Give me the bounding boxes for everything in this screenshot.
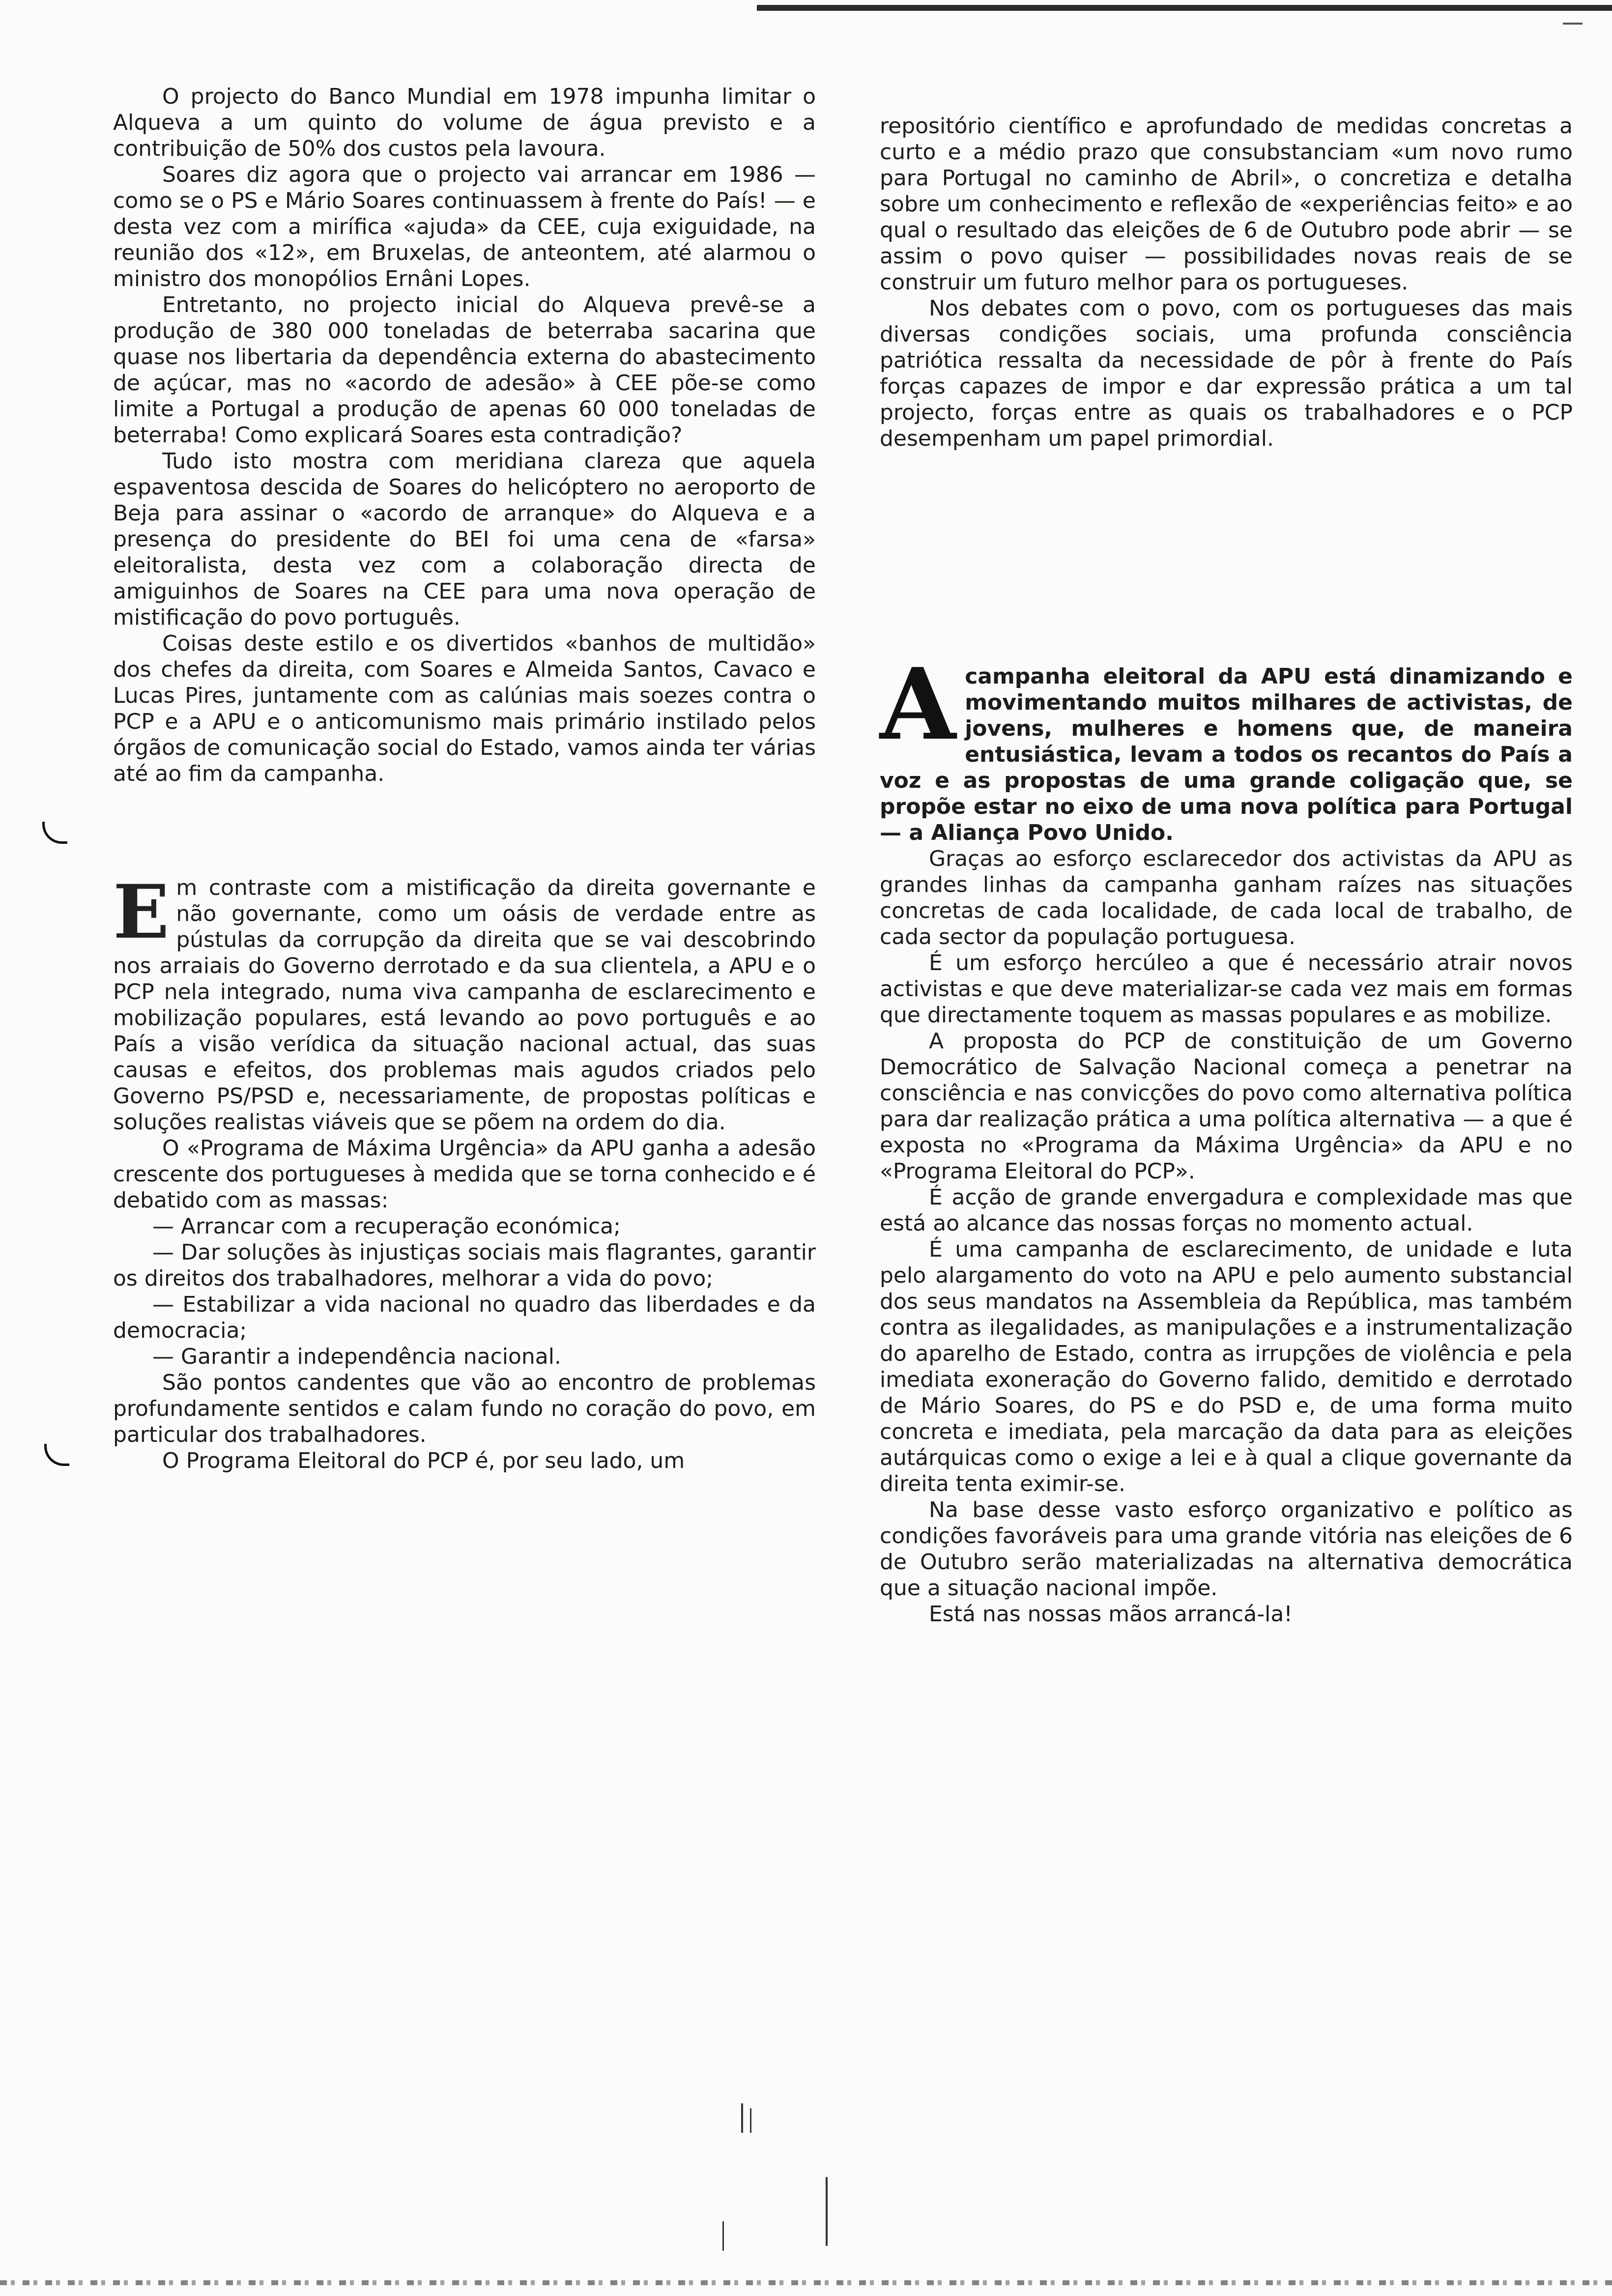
- paragraph: O projecto do Banco Mundial em 1978 impunha limitar o Alqueva a um quinto do volume de água previsto e a contribuição de 50% dos custos pela lavoura.: [113, 84, 816, 161]
- top-rule: [757, 5, 1612, 11]
- top-rule-tick: [1563, 23, 1583, 25]
- list-item: — Estabilizar a vida nacional no quadro das liberdades e da democracia;: [113, 1292, 816, 1343]
- lead-paragraph: [880, 647, 1573, 846]
- margin-mark: [44, 1444, 69, 1466]
- lead-paragraph-text: m contraste com a mistificação da direita governante e não governante, como um oásis de verdade entre as pústulas da corrupção da direita que se vai descobrindo nos arraiais do Governo derrotado e da sua clientela, a APU e o PCP nela integrado, numa viva campanha de esclarecimento e mobilização populares, está levando ao povo português e ao País a visão verídica da situação nacional actual, das suas causas e efeitos, dos problemas mais agudos criados pelo Governo PS/PSD e, necessariamente, de propostas políticas e soluções realistas viáveis que se põem na ordem do dia.: [113, 875, 816, 1135]
- paragraph: São pontos candentes que vão ao encontro de problemas profundamente sentidos e calam fundo no coração do povo, em particular dos trabalhadores.: [113, 1370, 816, 1447]
- paragraph: É um esforço hercúleo a que é necessário atrair novos activistas e que deve materializar-se cada vez mais em formas que directamente toquem as massas populares e as mobilize.: [880, 950, 1573, 1028]
- continued-paragraph: repositório científico e aprofundado de medidas concretas a curto e a médio prazo que consubstanciam «um novo rumo para Portugal no caminho de Abril», o concretiza e detalha sobre um conhecimento e reflexão de «experiências feito» e ao qual o resultado das eleições de 6 de Outubro pode abrir — se assim o povo quiser — possibilidades novas reais de se construir um futuro melhor para os portugueses.: [880, 114, 1573, 295]
- paragraph: Na base desse vasto esforço organizativo e político as condições favoráveis para uma grande vitória nas eleições de 6 de Outubro serão materializadas na alternativa democrática que a situação nacional impõe.: [880, 1497, 1573, 1601]
- drop-cap: E: [113, 869, 170, 955]
- paragraph: Entretanto, no projecto inicial do Alqueva prevê-se a produção de 380 000 toneladas de beterraba sacarina que quase nos libertaria da dependência externa do abastecimento de açúcar, mas no «acordo de adesão» à CEE põe-se como limite a Portugal a produção de apenas 60 000 toneladas de beterraba! Como explicará Soares esta contradição?: [113, 292, 816, 448]
- scan-edge-noise: [0, 2280, 1612, 2285]
- paragraph: O Programa Eleitoral do PCP é, por seu lado, um: [162, 1448, 685, 1473]
- paragraph: Nos debates com o povo, com os portugueses das mais diversas condições sociais, uma profunda consciência patriótica ressalta da necessidade de pôr à frente do País forças capazes de impor e dar expressão prática a um tal projecto, forças entre as quais os trabalhadores e o PCP desempenham um papel primordial.: [880, 296, 1573, 451]
- scan-artifact: [741, 2103, 743, 2133]
- right-article-block-a: [880, 113, 1573, 452]
- left-article-block-a: [113, 84, 816, 787]
- scan-artifact: [750, 2108, 751, 2133]
- paragraph: Tudo isto mostra com meridiana clareza que aquela espaventosa descida de Soares do helicóptero no aeroporto de Beja para assinar o «acordo de arranque» do Alqueva e a presença do presidente do BEI foi uma cena de «farsa» eleitoralista, desta vez com a colaboração directa de amiguinhos de Soares na CEE para uma nova operação de mistificação do povo português.: [113, 449, 816, 630]
- paragraph: A proposta do PCP de constituição de um Governo Democrático de Salvação Nacional começa a penetrar na consciência e nas convicções do povo como alternativa política para dar realização prática a uma política alternativa — a que é exposta no «Programa da Máxima Urgência» da APU e no «Programa Eleitoral do PCP».: [880, 1029, 1573, 1184]
- closing-line: Está nas nossas mãos arrancá-la!: [929, 1602, 1293, 1627]
- margin-mark: [42, 822, 67, 844]
- drop-cap: A: [880, 647, 956, 762]
- scan-artifact: [826, 2177, 828, 2246]
- right-article-block-b: [880, 647, 1573, 1627]
- paragraph: É uma campanha de esclarecimento, de unidade e luta pelo alargamento do voto na APU e pelo aumento substancial dos seus mandatos na Assembleia da República, mas também contra as ilegalidades, as manipulações e a instrumentalização do aparelho de Estado, contra as irrupções de violência e pela imediata exoneração do Governo falido, demitido e derrotado de Mário Soares, do PS e do PSD e, de uma forma muito concreta e imediata, pela marcação da data para as eleições autárquicas como o exige a lei e à qual a clique governante da direita tenta eximir-se.: [880, 1237, 1573, 1496]
- paragraph: O «Programa de Máxima Urgência» da APU ganha a adesão crescente dos portugueses à medida que se torna conhecido e é debatido com as massas:: [113, 1136, 816, 1213]
- list-item: — Dar soluções às injustiças sociais mais flagrantes, garantir os direitos dos trabalhadores, melhorar a vida do povo;: [113, 1240, 816, 1291]
- paragraph: Graças ao esforço esclarecedor dos activistas da APU as grandes linhas da campanha ganham raízes nas situações concretas de cada localidade, de cada local de trabalho, de cada sector da população portuguesa.: [880, 846, 1573, 949]
- list-item: — Arrancar com a recuperação económica;: [152, 1214, 621, 1239]
- lead-paragraph-text: campanha eleitoral da APU está dinamizando e movimentando muitos milhares de activistas, de jovens, mulheres e homens que, de maneira entusiástica, levam a todos os recantos do País a voz e as propostas de uma grande coligação que, se propõe estar no eixo de uma nova política para Portugal — a Aliança Povo Unido.: [880, 664, 1573, 845]
- paragraph: É acção de grande envergadura e complexidade mas que está ao alcance das nossas forças no momento actual.: [880, 1185, 1573, 1236]
- paragraph: Soares diz agora que o projecto vai arrancar em 1986 — como se o PS e Mário Soares continuassem à frente do País! — e desta vez com a mirífica «ajuda» da CEE, cuja exiguidade, na reunião dos «12», em Bruxelas, de anteontem, até alarmou o ministro dos monopólios Ernâni Lopes.: [113, 162, 816, 291]
- scan-artifact: [722, 2221, 724, 2251]
- left-article-block-b: [113, 869, 816, 1474]
- list-item: — Garantir a independência nacional.: [152, 1344, 561, 1369]
- lead-paragraph: [113, 869, 816, 1135]
- paragraph: Coisas deste estilo e os divertidos «banhos de multidão» dos chefes da direita, com Soares e Almeida Santos, Cavaco e Lucas Pires, juntamente com as calúnias mais soezes contra o PCP e a APU e o anticomunismo mais primário instilado pelos órgãos de comunicação social do Estado, vamos ainda ter várias até ao fim da campanha.: [113, 631, 816, 786]
